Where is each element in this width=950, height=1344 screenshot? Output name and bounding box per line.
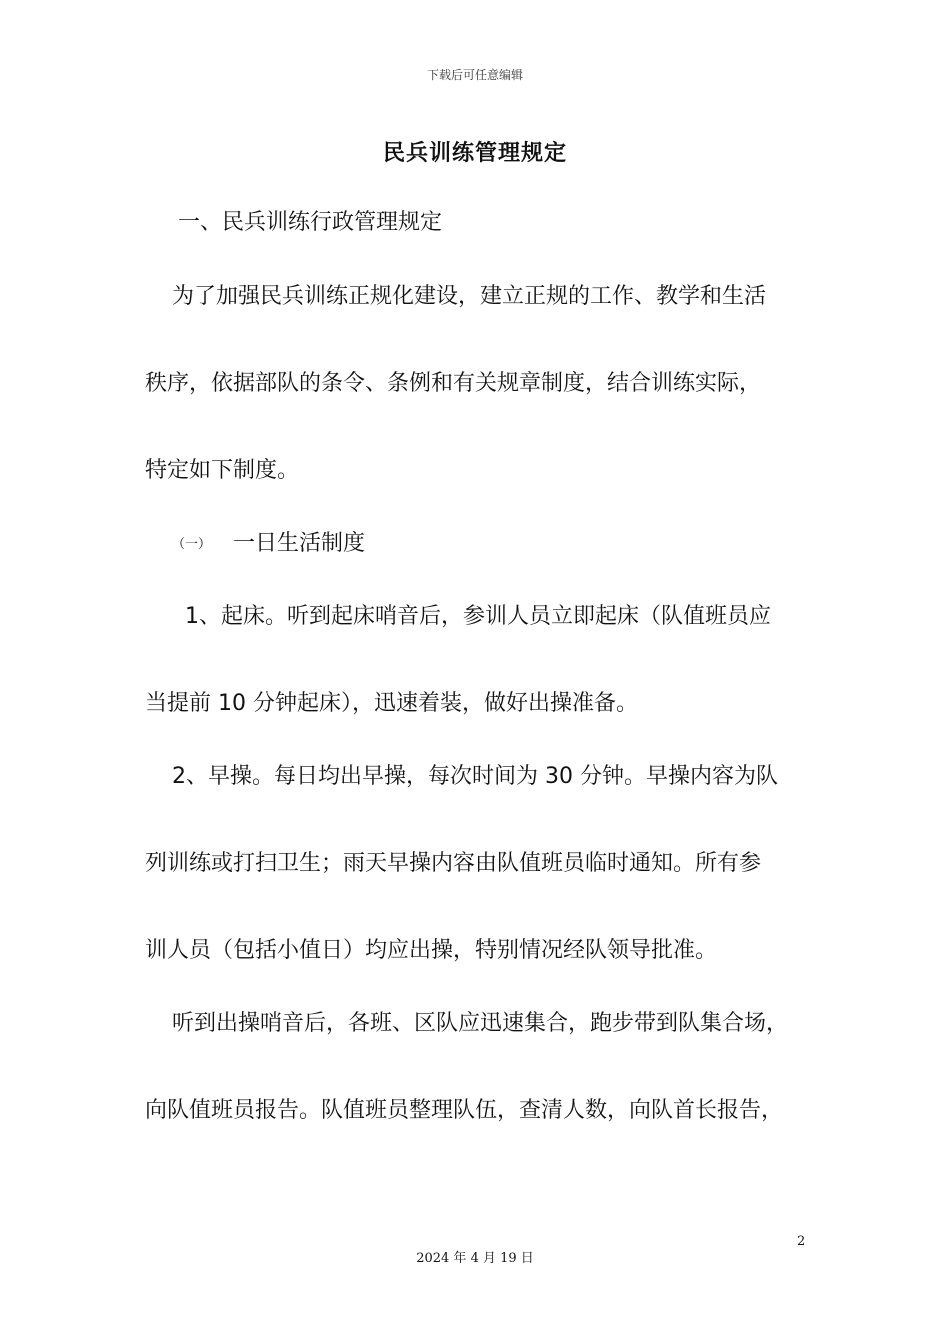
item1-line-2: 当提前 10 分钟起床），迅速着装，做好出操准备。 — [145, 691, 638, 716]
header-note: 下载后可任意编辑 — [426, 68, 523, 82]
item2-line-2: 列训练或打扫卫生；雨天早操内容由队值班员临时通知。所有参 — [145, 851, 762, 876]
subsection-number: （一） — [172, 537, 212, 552]
section-heading: 一、民兵训练行政管理规定 — [178, 210, 443, 235]
subsection-title: 一日生活制度 — [233, 531, 366, 556]
intro-line-1: 为了加强民兵训练正规化建设，建立正规的工作、教学和生活 — [172, 284, 767, 309]
item1-line-1: 1、起床。听到起床哨音后，参训人员立即起床（队值班员应 — [185, 604, 771, 629]
item2-line-3: 训人员（包括小值日）均应出操，特别情况经队领导批准。 — [145, 938, 718, 963]
item2-line-1: 2、早操。每日均出早操，每次时间为 30 分钟。早操内容为队 — [172, 764, 778, 789]
subsection-heading — [172, 529, 365, 560]
page-number: 2 — [797, 1234, 806, 1249]
para-line-2: 向队值班员报告。队值班员整理队伍，查清人数，向队首长报告， — [145, 1098, 784, 1123]
intro-line-2: 秩序，依据部队的条令、条例和有关规章制度，结合训练实际， — [145, 371, 762, 396]
intro-line-3: 特定如下制度。 — [145, 458, 300, 483]
document-title: 民兵训练管理规定 — [382, 141, 567, 166]
footer-date: 2024 年 4 月 19 日 — [416, 1251, 534, 1266]
para-line-1: 听到出操哨音后，各班、区队应迅速集合，跑步带到队集合场， — [172, 1011, 789, 1036]
